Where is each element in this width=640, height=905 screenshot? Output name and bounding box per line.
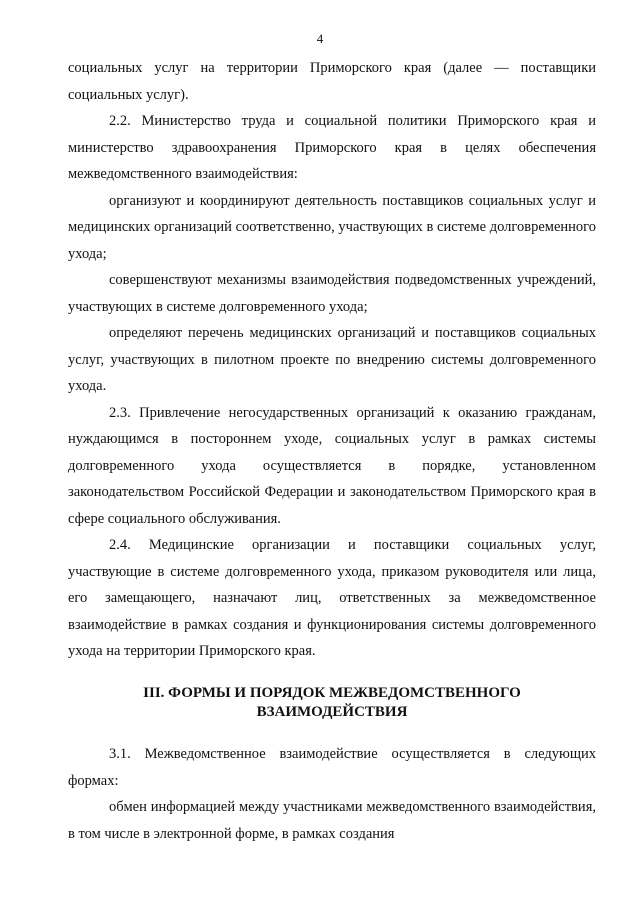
paragraph-define: определяют перечень медицинских организаций и поставщиков социальных услуг, участвующих в пилотном проекте по внедрению системы долговременного ухода. bbox=[68, 325, 596, 394]
paragraph-organize: организуют и координируют деятельность поставщиков социальных услуг и медицинских организаций соответственно, участвующих в системе долговременного ухода; bbox=[68, 192, 596, 262]
page-number: 4 bbox=[316, 31, 324, 46]
paragraph-exchange: обмен информацией между участниками межведомственного взаимодействия, в том числе в электронной форме, в рамках создания bbox=[68, 799, 596, 842]
section-heading-line2: ВЗАИМОДЕЙСТВИЯ bbox=[256, 704, 408, 720]
paragraph-2-2: 2.2. Министерство труда и социальной политики Приморского края и министерство здравоохранения Приморского края в целях обеспечения межведомственного взаимодействия: bbox=[68, 113, 596, 182]
paragraph-2-3: 2.3. Привлечение негосударственных организаций к оказанию гражданам, нуждающимся в постороннем уходе, социальных услуг в рамках системы долговременного ухода осуществляется в порядке, установленном законодательством Российской Федерации и законодательством Приморского края в сфере социального обслуживания. bbox=[68, 404, 596, 527]
paragraph-improve: совершенствуют механизмы взаимодействия подведомственных учреждений, участвующих в системе долговременного ухода; bbox=[68, 272, 596, 315]
paragraph-continuation: социальных услуг на территории Приморского края (далее — поставщики социальных услуг). bbox=[68, 60, 596, 103]
body-text-bottom bbox=[68, 741, 596, 847]
section-heading-line1: III. ФОРМЫ И ПОРЯДОК МЕЖВЕДОМСТВЕННОГО bbox=[143, 685, 521, 701]
body-text-top bbox=[68, 55, 596, 665]
paragraph-3-1: 3.1. Межведомственное взаимодействие осуществляется в следующих формах: bbox=[68, 746, 596, 789]
section-heading bbox=[68, 684, 596, 722]
paragraph-2-4: 2.4. Медицинские организации и поставщики социальных услуг, участвующие в системе долговременного ухода, приказом руководителя или лица, его замещающего, назначают лиц, ответственных за межведомственное взаимодействие в рамках создания и функционирования системы долговременного ухода на территории Приморского края. bbox=[68, 537, 596, 659]
